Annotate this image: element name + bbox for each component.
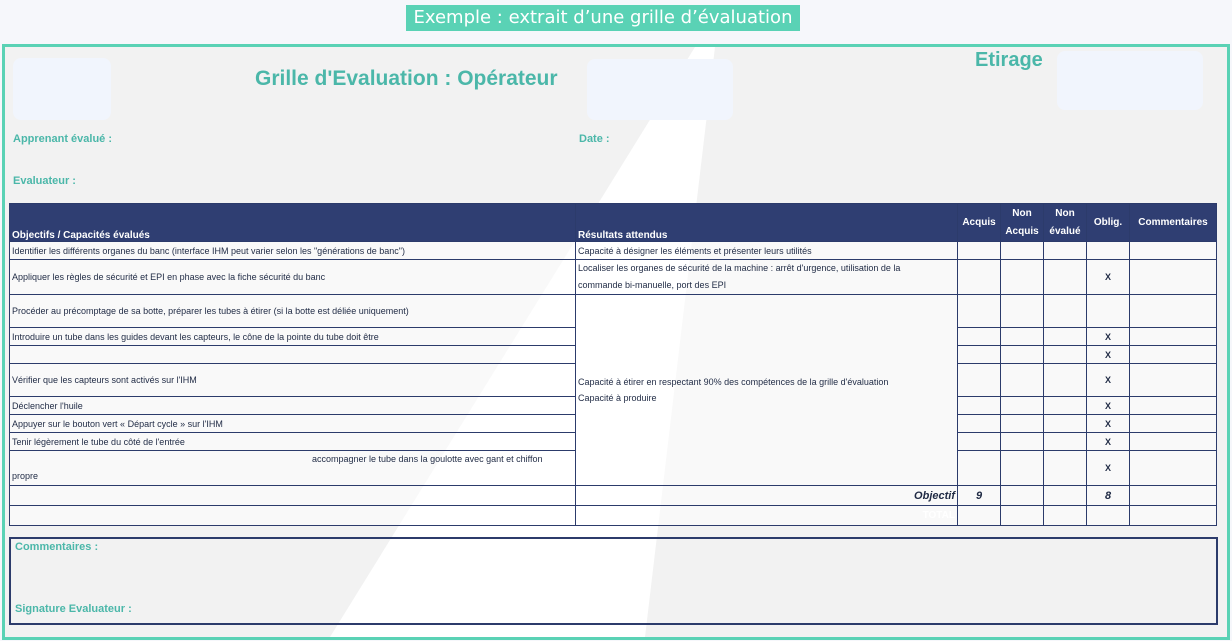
header-results: Résultats attendus (576, 204, 958, 242)
redacted-logo-left (13, 58, 111, 120)
result-cell-merged (576, 295, 958, 486)
result-line1: Capacité à étirer en respectant 90% des compétences de la grille d'évaluation (578, 377, 889, 387)
oblig-cell: X (1087, 415, 1130, 433)
table-row (10, 295, 1217, 328)
header-non-acquis-line1: Non (1012, 207, 1032, 219)
process-tag: Etirage (975, 49, 1043, 71)
header-non-evalue-line2: évalué (1049, 225, 1081, 237)
header-non-evalue-line1: Non (1055, 207, 1075, 219)
header-comments: Commentaires (1130, 204, 1217, 242)
oblig-cell: X (1087, 397, 1130, 415)
header-oblig: Oblig. (1087, 204, 1130, 242)
signature-label: Signature Evaluateur : (15, 603, 132, 615)
total-label: TOTAL (576, 506, 958, 526)
result-line2: commande bi-manuelle, port des EPI (578, 280, 727, 290)
objective-cell: Appliquer les règles de sécurité et EPI en phase avec la fiche sécurité du banc (10, 260, 576, 295)
comments-box (9, 537, 1218, 625)
evaluation-sheet (2, 44, 1230, 640)
objective-line2: propre (12, 471, 39, 481)
oblig-cell: X (1087, 260, 1130, 295)
redacted-logo-center (587, 59, 733, 120)
objective-cell: Procéder au précomptage de sa botte, préparer les tubes à étirer (si la botte est déliée uniquement) (10, 295, 576, 328)
result-line2: Capacité à produire (578, 393, 657, 403)
objectif-row (10, 486, 1217, 506)
objectif-acquis: 9 (958, 486, 1001, 506)
total-row (10, 506, 1217, 526)
result-cell: Capacité à désigner les éléments et présenter leurs utilités (576, 242, 958, 260)
objective-cell: Tenir légèrement le tube du côté de l'entrée (10, 433, 576, 451)
result-cell (576, 260, 958, 295)
objective-cell: Appuyer sur le bouton vert « Départ cycle » sur l'IHM (10, 415, 576, 433)
oblig-cell: X (1087, 346, 1130, 364)
objective-cell: Vérifier que les capteurs sont activés sur l'IHM (10, 364, 576, 397)
objective-cell (10, 346, 576, 364)
oblig-cell (1087, 242, 1130, 260)
redacted-logo-right (1057, 51, 1203, 110)
result-line1: Localiser les organes de sécurité de la machine : arrêt d'urgence, utilisation de la (578, 263, 901, 273)
table-row (10, 260, 1217, 295)
table-header-row (10, 204, 1217, 242)
objective-line1: accompagner le tube dans la goulotte avec gant et chiffon (312, 454, 543, 464)
header-acquis: Acquis (958, 204, 1001, 242)
oblig-cell: X (1087, 433, 1130, 451)
page-title: Grille d'Evaluation : Opérateur (255, 67, 558, 90)
table-row (10, 242, 1217, 260)
header-non-evalue (1044, 204, 1087, 242)
header-objectives: Objectifs / Capacités évalués (10, 204, 576, 242)
learner-label: Apprenant évalué : (13, 133, 113, 145)
figure-caption: Exemple : extrait d’une grille d’évaluation (406, 5, 800, 31)
evaluation-table (9, 203, 1217, 526)
header-non-acquis-line2: Acquis (1005, 225, 1039, 237)
oblig-cell: X (1087, 364, 1130, 397)
oblig-cell: X (1087, 328, 1130, 346)
objectif-oblig: 8 (1087, 486, 1130, 506)
objective-cell: Déclencher l'huile (10, 397, 576, 415)
comments-label: Commentaires : (15, 541, 99, 553)
evaluator-label: Evaluateur : (13, 175, 76, 187)
oblig-cell (1087, 295, 1130, 328)
oblig-cell: X (1087, 451, 1130, 486)
objective-cell: Identifier les différents organes du banc (interface IHM peut varier selon les "générations de banc") (10, 242, 576, 260)
objective-cell: Introduire un tube dans les guides devant les capteurs, le cône de la pointe du tube doit être (10, 328, 576, 346)
header-non-acquis (1001, 204, 1044, 242)
objective-cell (10, 451, 576, 486)
date-label: Date : (579, 133, 610, 145)
objectif-label: Objectif (576, 486, 958, 506)
